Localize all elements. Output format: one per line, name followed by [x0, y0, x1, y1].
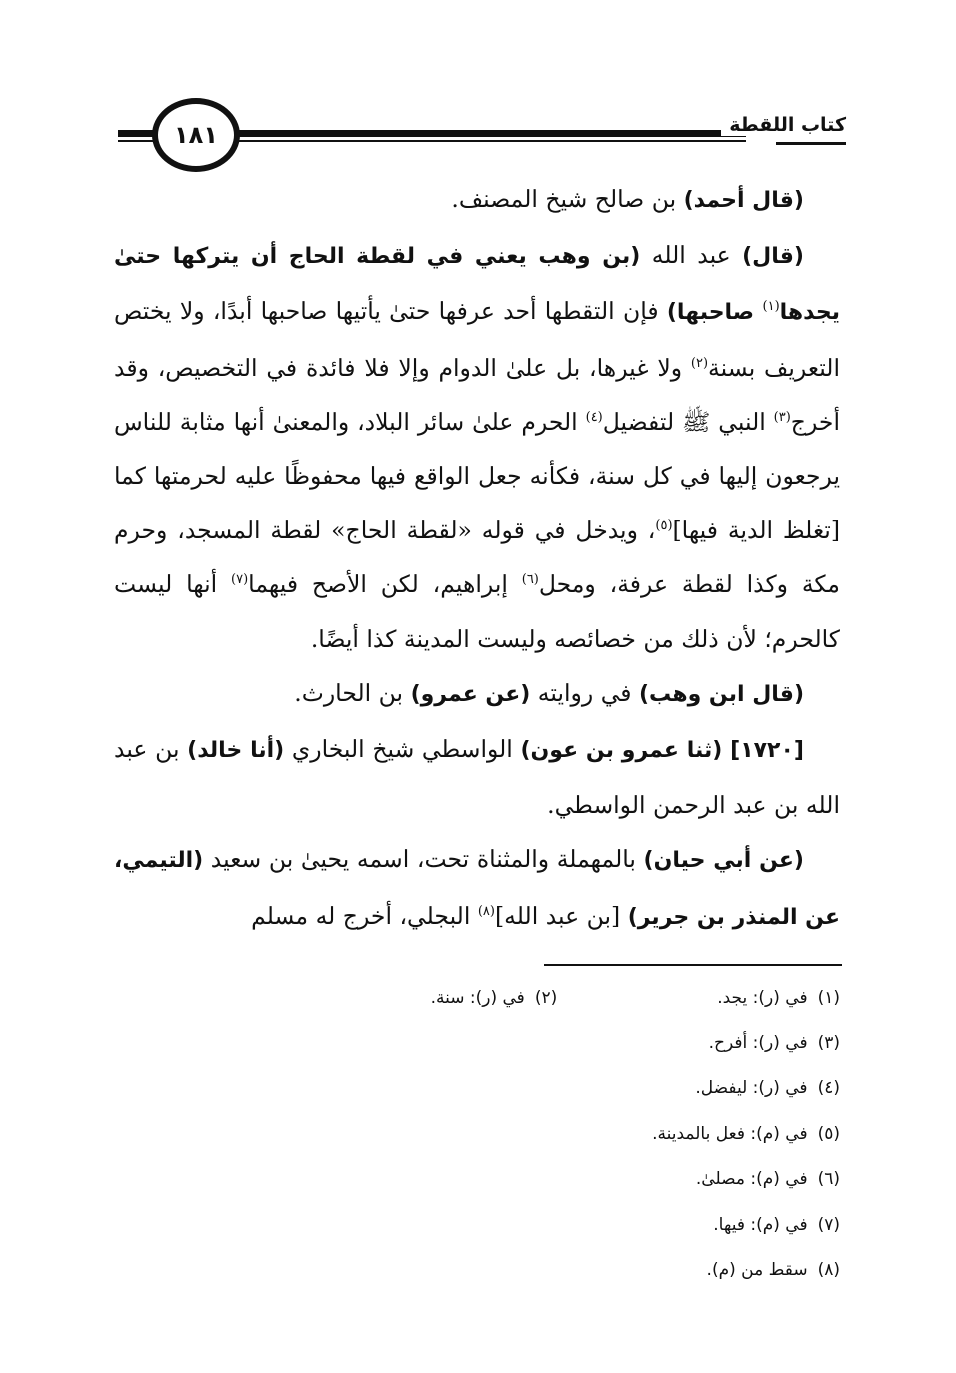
text-run: البجلي، أخرج له مسلم — [251, 901, 478, 930]
text-run: أنها ليست كالحرم؛ لأن ذلك من خصائصه وليست المدينة كذا أيضًا. — [114, 570, 840, 653]
text-run: بن الحارث. — [294, 678, 411, 707]
bold-text: (بن وهب يعني في لقطة الحاج أن يتركها حتىٰ يجدها — [114, 244, 840, 326]
paragraph — [114, 666, 840, 722]
footnote-row — [114, 1066, 840, 1111]
bold-text: (قال ابن وهب) — [639, 681, 804, 707]
bold-text: (عن عمرو) — [410, 681, 531, 707]
footnote-marker: (٨) — [477, 903, 495, 919]
footnote-number: (٥) — [817, 1123, 840, 1144]
text-run: الحرم علىٰ سائر البلاد، والمعنىٰ أنها مثابة للناس يرجعون إليها في كل سنة، فكأنه جعل الواقع فيها محفوظًا عليه لحرمتها كما [تغلظ الدية فيها] — [114, 407, 840, 545]
header-rule-thin — [228, 140, 746, 142]
footnote-text: في (ر): ليفضل. — [695, 1078, 808, 1099]
footnote-marker: (٢) — [690, 355, 709, 371]
footnote-row — [114, 1157, 840, 1202]
page-number: ١٨١ — [174, 121, 218, 149]
footnote-marker: (١) — [762, 299, 780, 315]
footnote-marker: (٣) — [773, 409, 791, 425]
footnote-number: (٣) — [817, 1033, 840, 1054]
footnote-number: (٤) — [817, 1078, 840, 1099]
text-run: فإن التقطها أحد عرفها حتىٰ يأتيها صاحبها أبدًا، ولا يختص التعريف بسنة — [114, 297, 840, 382]
footnote-row — [114, 1020, 840, 1065]
footnote-number: (٦) — [817, 1169, 840, 1190]
footnote-row — [114, 975, 840, 1020]
text-run: ، ويدخل في قوله «لقطة الحاج» لقطة المسجد، وحرم مكة وكذا لقطة عرفة، ومحل — [114, 516, 840, 599]
header-rule-thick — [228, 130, 746, 137]
bold-text: (قال أحمد) — [683, 188, 804, 213]
text-run: النبي ﷺ لتفضيل — [602, 407, 774, 436]
page-header — [118, 92, 846, 172]
bold-text: (أنا خالد) — [187, 738, 285, 764]
footnote-marker: (٧) — [231, 572, 249, 588]
footnote-marker: (٤) — [585, 409, 603, 425]
text-run: إبراهيم، لكن الأصح فيهما — [248, 570, 522, 599]
text-run: في روايته — [530, 678, 639, 707]
bold-text: (التيمي، عن المنذر بن جرير) — [114, 848, 840, 930]
footnote-text: في (ر): أفرح. — [708, 1033, 808, 1054]
footnote-text: في (ر): سنة. — [430, 987, 525, 1008]
page-number-badge — [152, 98, 240, 172]
text-run: عبد الله — [640, 241, 743, 270]
text-run: الواسطي شيخ البخاري — [284, 735, 521, 764]
footnote-number: (٨) — [817, 1260, 840, 1281]
footnote-3 — [709, 1033, 840, 1053]
footnote-separator — [544, 964, 842, 966]
bold-text: (قال) — [742, 244, 804, 270]
footnote-row — [114, 1111, 840, 1156]
text-run: بن عبد الله بن عبد الرحمن الواسطي. — [114, 735, 840, 820]
paragraph — [114, 228, 840, 666]
footnote-1 — [717, 988, 840, 1008]
text-run: بالمهملة والمثناة تحت، اسمه يحيىٰ بن سعيد — [203, 845, 644, 874]
footnote-4 — [695, 1078, 840, 1098]
footnotes — [114, 975, 840, 1293]
paragraph — [114, 172, 840, 228]
book-title: كتاب اللقطة — [721, 114, 846, 136]
footnote-number: (٧) — [817, 1214, 840, 1235]
footnote-text: في (ر): يجد. — [717, 987, 808, 1008]
footnote-6 — [696, 1169, 840, 1189]
bold-text: صاحبها) — [666, 300, 763, 326]
text-run: ولا غيرها، بل علىٰ الدوام وإلا فلا فائدة في التخصيص، وقد أخرج — [114, 353, 840, 436]
footnote-5 — [652, 1124, 840, 1144]
footnote-row — [114, 1202, 840, 1247]
main-text — [114, 172, 840, 945]
paragraph — [114, 722, 840, 832]
footnote-marker: (٦) — [521, 572, 539, 588]
footnote-number: (١) — [817, 987, 840, 1008]
book-title-underline — [776, 142, 846, 145]
bold-text: (عن أبي حيان) — [643, 848, 804, 874]
footnote-number: (٢) — [534, 987, 558, 1008]
footnote-8 — [707, 1260, 840, 1280]
footnote-text: في (م): فعل بالمدينة. — [652, 1123, 808, 1144]
footnote-marker: (٥) — [655, 518, 673, 534]
text-run: [بن عبد الله] — [494, 901, 628, 930]
paragraph — [114, 832, 840, 944]
footnote-row — [114, 1247, 840, 1292]
text-run: بن صالح شيخ المصنف. — [451, 185, 684, 213]
bold-text: [١٧٢٠] (ثنا عمرو بن عون) — [520, 738, 804, 764]
footnote-text: في (م): مصلىٰ. — [695, 1169, 808, 1190]
footnote-7 — [713, 1215, 840, 1235]
footnote-text: سقط من (م). — [706, 1260, 808, 1281]
footnote-text: في (م): فيها. — [713, 1214, 808, 1235]
footnote-2 — [431, 988, 558, 1008]
